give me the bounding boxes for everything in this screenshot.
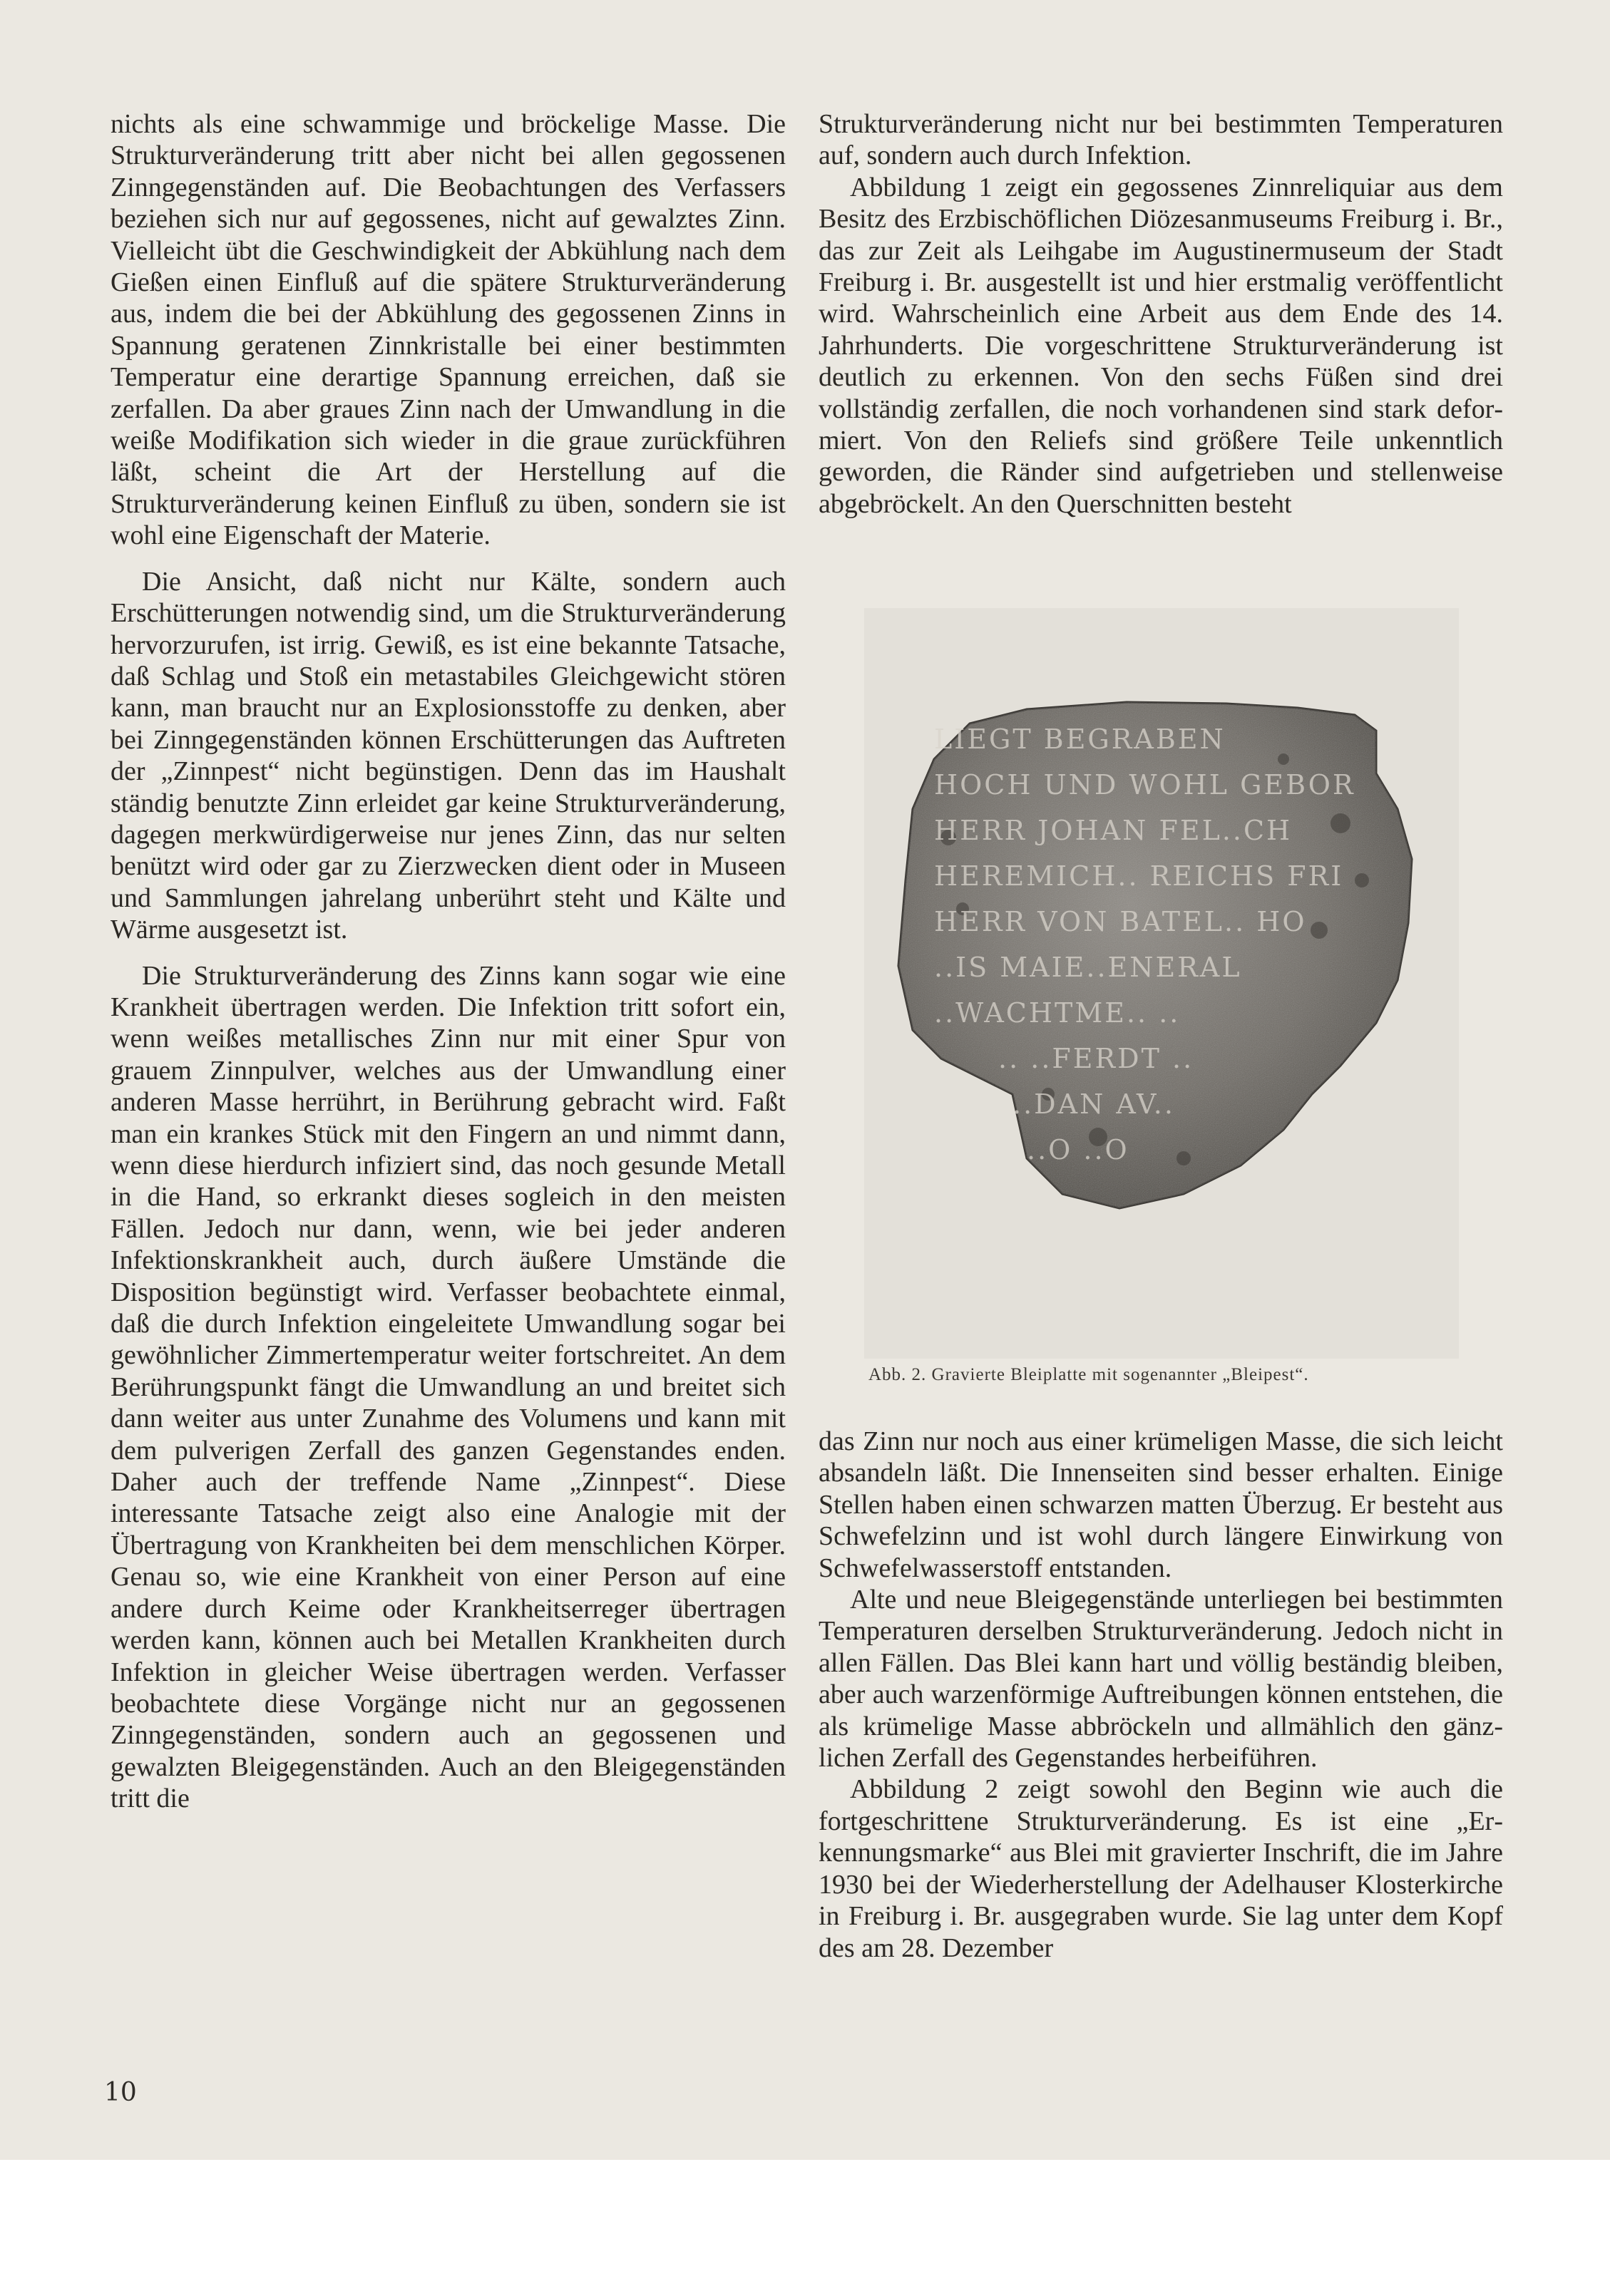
paragraph: Die Strukturveränderung des Zinns kann sogar wie eine Krankheit übertragen werden. Die Infektion tritt sofort ein, wenn weißes metallisches Zinn nur mit einer Spur von grauem Zinnpulver, welches aus der Umwandlung einer anderen Masse herrührt, in Berührung gebracht wird. Faßt man ein krankes Stück mit den Fingern an und nimmt dann, wenn diese hierdurch infiziert sind, das noch gesunde Metall in die Hand, so erkrankt dieses sogleich in den meisten Fällen. Jedoch nur dann, wenn, wie bei jeder anderen Infektionskrankheit auch, durch äußere Umstände die Disposition begünstigt wird. Verfasser beobachtete einmal, daß die durch Infektion eingeleitete Umwandlung sogar bei gewöhnlicher Zimmertemperatur weiter fortschreitet. An dem Berührungspunkt fängt die Umwandlung an und breitet sich dann weiter aus unter Zunahme des Volumens und kann mit dem pulverigen Zerfall des ganzen Gegenstandes enden. Daher auch der treffende Name „Zinnpest“. Diese interessante Tatsache zeigt also eine Analogie mit der Übertragung von Krankheiten bei dem menschlichen Körper. Genau so, wie eine Krankheit von einer Person auf eine andere durch Keime oder Krankheitserreger übertragen werden kann, können auch bei Metallen Krankheiten durch Infektion in gleicher Weise übertragen werden. Verfasser beobachtete diese Vorgänge nicht nur an gegossenen Zinngegenständen, sondern auch an gegossenen und gewalzten Bleigegenständen. Auch an den Bleigegenständen tritt die (111, 960, 786, 1814)
lead-plate-photo (884, 695, 1426, 1230)
figure-caption: Abb. 2. Gravierte Bleiplatte mit sogenannter „Bleipest“. (868, 1365, 1309, 1384)
paragraph: nichts als eine schwammige und bröckelige Masse. Die Strukturveränderung tritt aber nicht bei allen gegossenen Zinngegenständen auf. Die Beobachtungen des Verfassers beziehen sich nur auf gegossenes, nicht auf gewalztes Zinn. Vielleicht übt die Geschwindigkeit der Abkühlung nach dem Gießen einen Einfluß auf die spätere Strukturveränderung aus, indem die bei der Abkühlung des gegossenen Zinns in Spannung geratenen Zinnkristalle bei einer bestimmten Temperatur eine derartige Spannung erreichen, daß sie zerfallen. Da aber graues Zinn nach der Umwandlung in die weiße Modifikation sich wieder in die graue zurückführen läßt, scheint die Art der Herstellung auf die Strukturveränderung keinen Einfluß zu üben, sondern sie ist wohl eine Eigenschaft der Materie. (111, 109, 786, 551)
right-text-column-top (819, 108, 1503, 520)
paragraph: Strukturveränderung nicht nur bei bestimmten Temperaturen auf, sondern auch durch Infektion. (819, 109, 1503, 171)
inscription-line: ..WACHTME.. .. (934, 997, 1181, 1029)
digitization-footer (0, 2160, 1610, 2296)
left-text-column (111, 108, 786, 1815)
inscription-line: ..IS MAIE..ENERAL (934, 952, 1242, 983)
inscription-line: HERR JOHAN FEL..CH (934, 815, 1293, 846)
paragraph: Abbildung 1 zeigt ein gegossenes Zinnreliquiar aus dem Besitz des Erzbischöflichen Diözesanmuseums Freiburg i. Br., das zur Zeit als Leihgabe im Augustinermuseum der Stadt Freiburg i. Br. ausgestellt ist und hier erstmalig veröffentlicht wird. Wahrscheinlich eine Arbeit aus dem Ende des 14. Jahrhunderts. Die vorgeschrittene Strukturveränderung ist deutlich zu erkennen. Von den sechs Füßen sind drei vollständig zerfallen, die noch vorhandenen sind stark deformiert. Von den Reliefs sind größere Teile unkenntlich geworden, die Ränder sind aufgetrieben und stellenweise abgebröckelt. An den Querschnitten besteht (819, 172, 1503, 519)
inscription-line: HERR VON BATEL.. HO (934, 906, 1307, 937)
inscription-line: ..O ..O (1027, 1134, 1129, 1165)
inscription-line: ..DAN AV.. (1012, 1088, 1175, 1120)
inscription-line: HEREMICH.. REICHS FRI (934, 860, 1344, 892)
page-number: 10 (104, 2078, 137, 2107)
paragraph: das Zinn nur noch aus einer krümeligen Masse, die sich leicht absandeln läßt. Die Innenseiten sind besser erhalten. Einige Stellen haben einen schwarzen matten Überzug. Er besteht aus Schwefelzinn und ist wohl durch längere Einwirkung von Schwefelwasserstoff entstanden. (819, 1426, 1503, 1583)
inscription-line: HOCH UND WOHL GEBOR (934, 769, 1355, 800)
right-text-column-bottom (819, 1426, 1503, 1964)
paragraph: Abbildung 2 zeigt sowohl den Beginn wie auch die fortgeschrittene Strukturveränderung. Es ist eine „Erkennungsmarke“ aus Blei mit gravierter Inschrift, die im Jahre 1930 bei der Wiederherstellung der Adelhauser Klosterkirche in Freiburg i. Br. ausgegraben wurde. Sie lag unter dem Kopf des am 28. Dezember (819, 1774, 1503, 1963)
paragraph: Die Ansicht, daß nicht nur Kälte, sondern auch Erschütterungen notwendig sind, um die Strukturveränderung hervorzurufen, ist irrig. Gewiß, es ist eine bekannte Tatsache, daß Schlag und Stoß ein metastabiles Gleichgewicht stören kann, man braucht nur an Explosionsstoffe zu denken, aber bei Zinngegenständen können Erschütterungen das Auftreten der „Zinnpest“ nicht begünstigen. Denn das im Haushalt ständig benutzte Zinn erleidet gar keine Strukturveränderung, dagegen merkwürdigerweise nur jenes Zinn, das nur selten benützt wird oder gar zu Zierzwecken dient oder in Museen und Sammlungen jahrelang unberührt steht und Kälte und Wärme ausgesetzt ist. (111, 566, 786, 945)
paragraph: Alte und neue Bleigegenstände unterliegen bei bestimmten Temperaturen derselben Strukturveränderung. Jedoch nicht in allen Fällen. Das Blei kann hart und völlig beständig bleiben, aber auch warzenförmige Auftreibungen können entstehen, die als krümelige Masse abbröckeln und allmählich den gänzlichen Zerfall des Gegenstandes herbeiführen. (819, 1585, 1503, 1774)
inscription-line: .. ..FERDT .. (998, 1043, 1194, 1074)
inscription-line: LIEGT BEGRABEN (934, 724, 1226, 755)
